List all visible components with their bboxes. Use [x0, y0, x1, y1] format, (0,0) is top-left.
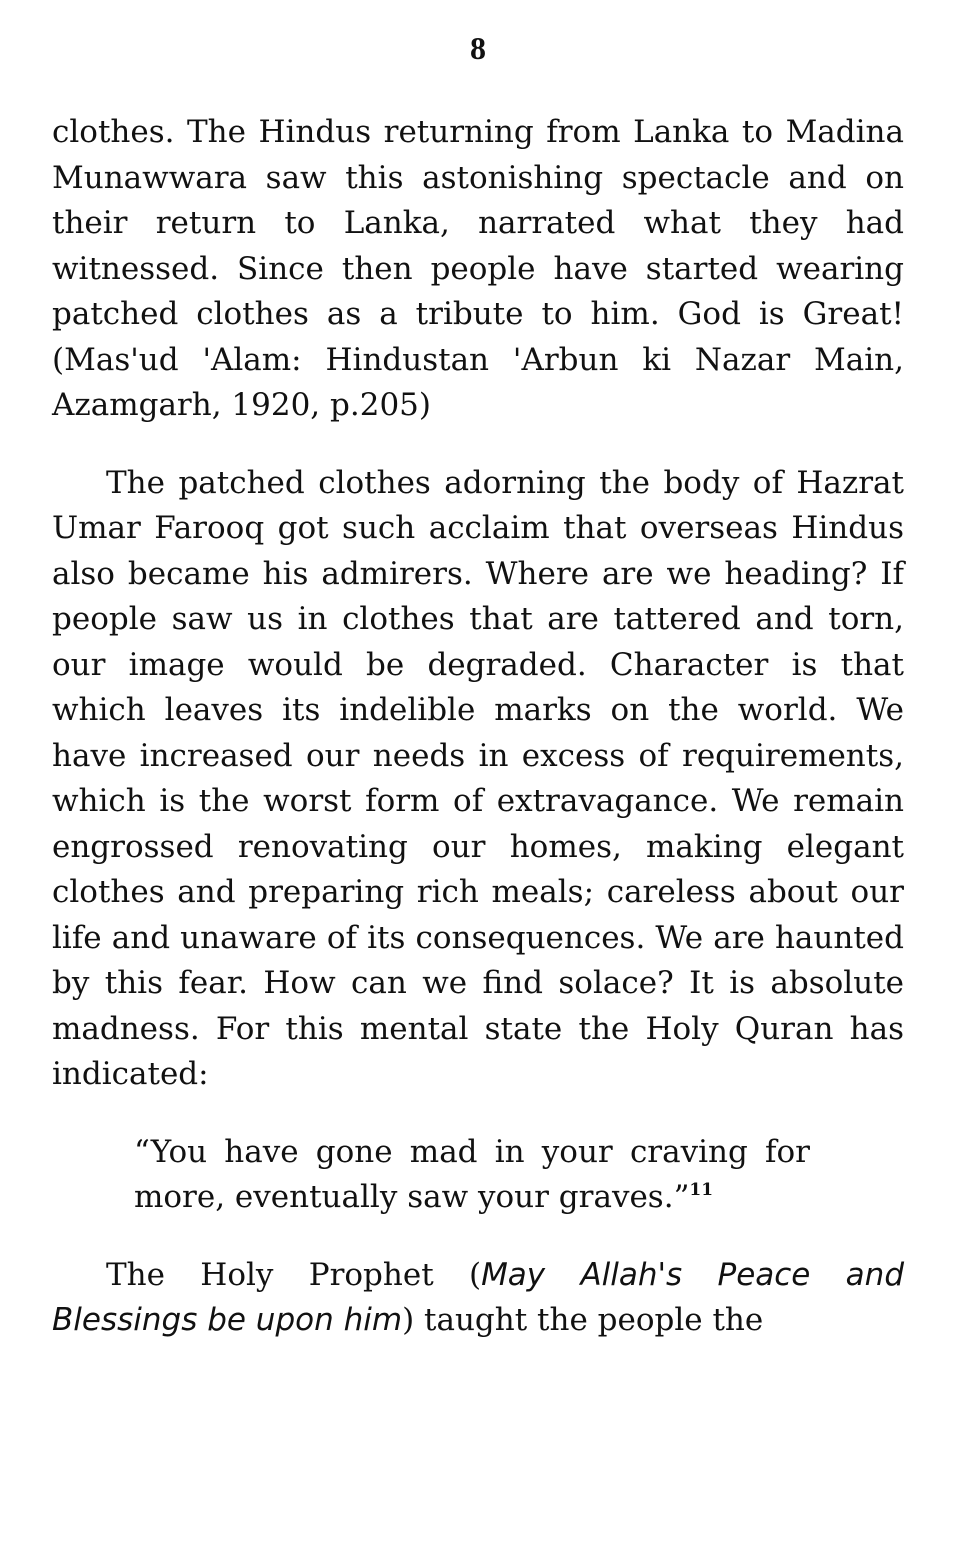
book-page	[52, 28, 904, 1344]
paragraph-lead: The Holy Prophet (	[106, 1256, 482, 1293]
quote-text: “You have gone mad in your craving for more, eventually saw your graves.”	[134, 1133, 810, 1215]
paragraph-gap	[52, 429, 904, 461]
paragraph-tail: ) taught the people the	[402, 1302, 764, 1338]
page-number: 8	[470, 30, 486, 66]
paragraph-gap	[52, 1221, 904, 1253]
paragraph-patched-clothes: The patched clothes adorning the body of Hazrat Umar Farooq got such acclaim that overseas Hindus also became his admirers. Where are we heading? If people saw us in clothes that are tattered and torn, our image would be degraded. Character is that which leaves its indelible marks on the world. We have increased our needs in excess of requirements, which is the worst form of extravagance. We remain engrossed renovating our homes, making elegant clothes and preparing rich meals; careless about our life and unaware of its consequences. We are haunted by this fear. How can we find solace? It is absolute madness. For this mental state the Holy Quran has indicated:	[52, 464, 904, 1092]
footnote-marker: 11	[689, 1180, 714, 1200]
paragraph-continuation: clothes. The Hindus returning from Lanka to Madina Munawwara saw this astonishing spectacle and on their return to Lanka, narrated what they had witnessed. Since then people have started wearing patched clothes as a tribute to him. God is Great! (Mas'ud 'Alam: Hindustan 'Arbun ki Nazar Main, Azamgarh, 1920, p.205)	[52, 114, 904, 423]
honorific-italic: May Allah's Peace and Blessings be upon him	[52, 1256, 904, 1338]
paragraph-holy-prophet	[52, 1253, 904, 1344]
quran-quote	[134, 1130, 810, 1221]
paragraph-gap	[52, 1098, 904, 1130]
